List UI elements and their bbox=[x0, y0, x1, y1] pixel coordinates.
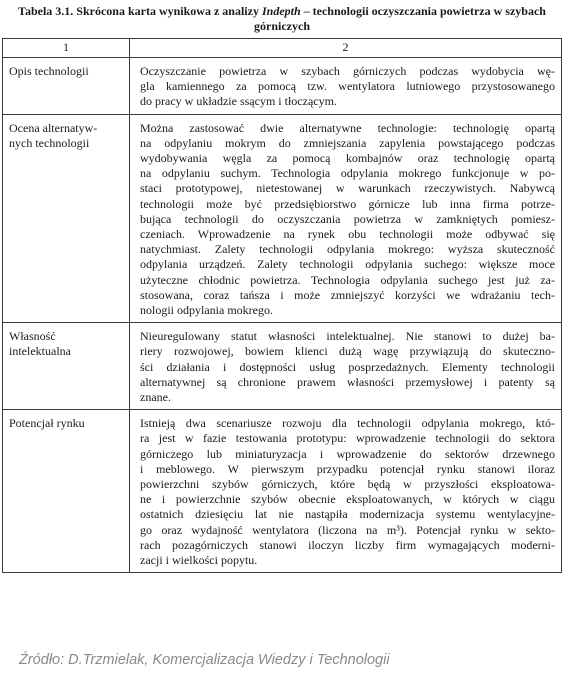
row-description bbox=[130, 58, 562, 115]
description-line: i meblowego. W pierwszym przypadku potencjał rynku stanowi iloraz bbox=[140, 461, 555, 476]
row-label-line: Potencjał rynku bbox=[9, 416, 85, 431]
description-line: powierzchni szybów górniczych, które będą w przyszłości eksploatowa- bbox=[140, 477, 555, 492]
description-line: ra jest w fazie testowania prototypu: wprowadzenie technologii do sektora bbox=[140, 431, 555, 446]
description-line: odpylania urządzeń. Zalety technologii odpylania suchego: większe moce bbox=[140, 257, 555, 272]
description-line: ści działania i dostępności usług posprzedażnych. Elementy technologii bbox=[140, 359, 555, 374]
description-line: znane. bbox=[140, 390, 171, 405]
description-line: Oczyszczanie powietrza w szybach górniczych podczas wydobycia wę- bbox=[140, 64, 555, 78]
row-label bbox=[3, 323, 130, 410]
row-label-line: Opis technologii bbox=[9, 64, 89, 78]
caption-suffix: – technologii oczyszczania powietrza w szybach górniczych bbox=[254, 4, 546, 33]
description-line: gla kamiennego za pomocą tzw. wentylatora lutniowego przystosowanego bbox=[140, 79, 555, 94]
description-line: do pracy w układzie ssącym i tłoczącym. bbox=[140, 94, 337, 109]
description-line: alternatywnej są chronione prawem własności przemysłowej i patenty są bbox=[140, 374, 555, 389]
table-row bbox=[3, 323, 562, 410]
description-line: nologii odpylania mokrego. bbox=[140, 303, 273, 318]
description-line: staci prototypowej, nietestowanej w warunkach rzeczywistych. Nabywcą bbox=[140, 181, 555, 196]
description-line: Nieuregulowany statut własności intelektualnej. Nie stanowi to dużej ba- bbox=[140, 329, 555, 344]
row-label-line: Własność bbox=[9, 329, 56, 344]
description-line: wydobywania węgla za pomocą kombajnów oraz technologię opartą bbox=[140, 151, 555, 166]
row-description bbox=[130, 114, 562, 323]
row-label bbox=[3, 58, 130, 115]
column-header-1: 1 bbox=[3, 39, 130, 58]
row-label-line: nych technologii bbox=[9, 135, 90, 150]
row-label-line: Ocena alternatyw- bbox=[9, 120, 98, 135]
description-line: na odpylaniu suchym. Technologia odpylania mokrego funkcjonuje w po- bbox=[140, 166, 555, 181]
description-line: riery rozwojowej, bowiem klienci dużą wagę przywiązują do skuteczno- bbox=[140, 344, 555, 359]
description-line: górniczego lub miniaturyzacja i wprowadzenie do sektorów drzewnego bbox=[140, 446, 555, 461]
description-line: zacji i wielkości popytu. bbox=[140, 553, 258, 568]
caption-prefix: Tabela 3.1. Skrócona karta wynikowa z analizy bbox=[18, 4, 262, 18]
description-line: natychmiast. Zalety technologii odpylania mokrego: wyższa skuteczność bbox=[140, 242, 555, 257]
table-caption bbox=[10, 4, 554, 34]
description-line: Można zastosować dwie alternatywne technologie: technologię opartą bbox=[140, 120, 555, 135]
column-header-2: 2 bbox=[130, 39, 562, 58]
row-description bbox=[130, 323, 562, 410]
row-label-line: intelektualna bbox=[9, 344, 71, 359]
source-note: Źródło: D.Trzmielak, Komercjalizacja Wiedzy i Technologii bbox=[19, 652, 390, 668]
description-line: ostatnich dziesięciu lat nie nastąpiła modernizacja systemu wentylacyjne- bbox=[140, 507, 555, 522]
description-line: Istnieją dwa scenariusze rozwoju dla technologii odpylania mokrego, któ- bbox=[140, 416, 555, 431]
table-row bbox=[3, 114, 562, 323]
description-line: stosowana, coraz tańsza i może zmniejszyć korzyści we wdrażaniu tech- bbox=[140, 287, 555, 302]
table-row bbox=[3, 58, 562, 115]
table-row bbox=[3, 410, 562, 573]
results-table bbox=[2, 38, 562, 573]
description-line: ne i powierzchnie szybów obecnie eksploatowanych, w których w ciągu bbox=[140, 492, 555, 507]
description-line: go oraz wydajność wentylatora (liczona na m³). Potencjał rynku w sekto- bbox=[140, 522, 555, 537]
row-description bbox=[130, 410, 562, 573]
description-line: na odpylaniu mokrym do zmniejszania zapylenia powstającego podczas bbox=[140, 135, 555, 150]
description-line: użyteczne chłodnic powietrza. Technologia odpylania suchego jest już za- bbox=[140, 272, 555, 287]
row-label bbox=[3, 114, 130, 323]
header-row bbox=[3, 39, 562, 58]
description-line: technologii może być przedsiębiorstwo górnicze lub inna firma potrze- bbox=[140, 196, 555, 211]
description-line: rach pozagórniczych stanowi iloczyn liczby firm wymagających moderni- bbox=[140, 537, 555, 552]
description-line: czeniach. Wprowadzenie na rynek obu technologii może odbywać się bbox=[140, 227, 555, 242]
caption-italic: Indepth bbox=[261, 4, 301, 18]
row-label bbox=[3, 410, 130, 573]
description-line: bująca technologii do oczyszczania powietrza w zamkniętych pomiesz- bbox=[140, 211, 555, 226]
